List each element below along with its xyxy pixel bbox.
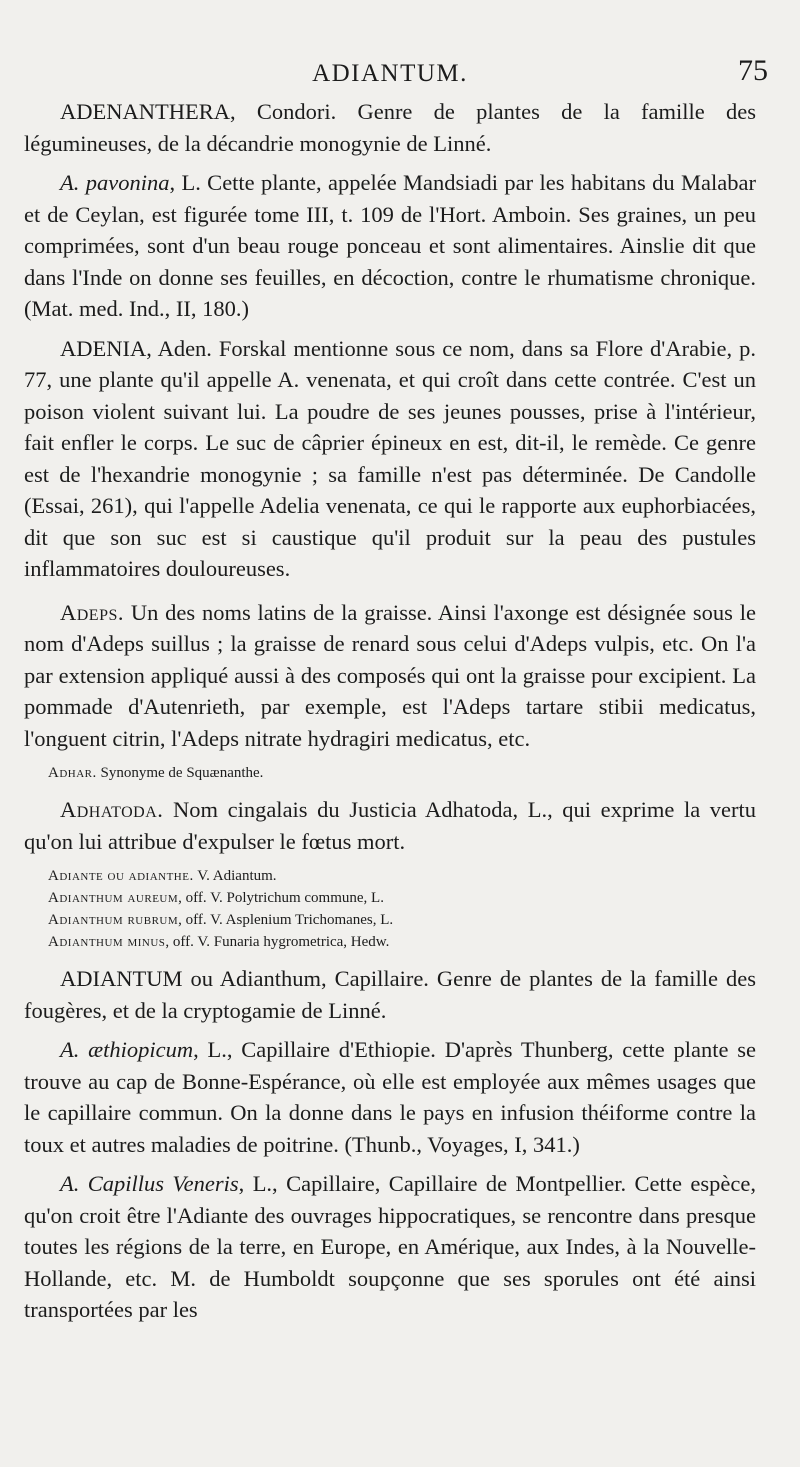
- entry-text: ou Adianthum, Capillaire. Genre de plantes de la famille des fougères, et de la cryptogamie de Linné.: [24, 966, 756, 1023]
- entry-head: ADIANTUM: [60, 966, 183, 991]
- entry-text: , Aden. Forskal mentionne sous ce nom, dans sa Flore d'Arabie, p. 77, une plante qu'il appelle A. venenata, et qui croît dans cette contrée. C'est un poison violent suivant lui. La poudre de ses jeunes pousses, prise à l'intérieur, fait enfler le corps. Le suc de câprier épineux en est, dit-il, le remède. Ce genre est de l'hexandrie monogynie ; sa famille n'est pas déterminée. De Candolle (Essai, 261), qui l'appelle Adelia venenata, ce qui le rapporte aux euphorbiacées, dit que son suc est si caustique qu'il produit sur la peau des pustules inflammatoires douloureuses.: [24, 335, 756, 581]
- entry-text: , off. V. Funaria hygrometrica, Hedw.: [165, 934, 390, 950]
- entry-adianthum-minus: [24, 931, 756, 953]
- entry-text: , Condori. Genre de plantes de la famille des légumineuses, de la décandrie monogynie de Linné.: [24, 99, 756, 156]
- entry-adiantum: [24, 963, 756, 1026]
- page-number: 75: [738, 54, 768, 87]
- entry-a-capillus-veneris: [24, 1168, 756, 1326]
- entry-text: , L., Capillaire, Capillaire de Montpellier. Cette espèce, qu'on croit être l'Adiante des ouvrages hippocratiques, se rencontre dans presque toutes les régions de la terre, en Europe, en Amérique, aux Indes, à la Nouvelle-Hollande, etc. M. de Humboldt soupçonne que ses sporules ont été ainsi transportées par les: [24, 1171, 756, 1322]
- entry-text: , off. V. Asplenium Trichomanes, L.: [178, 912, 394, 928]
- entry-head: Adianthum rubrum: [48, 912, 179, 928]
- entry-italic-lead: A. Capillus Veneris: [60, 1171, 239, 1196]
- entry-italic-lead: A. æthiopicum: [60, 1037, 194, 1062]
- running-head: [24, 52, 768, 96]
- entry-a-pavonina: [24, 167, 756, 325]
- entry-head: ADENANTHERA: [60, 99, 230, 124]
- entry-head: Adianthum minus: [48, 934, 166, 950]
- entry-adenanthera: [24, 96, 756, 159]
- entry-adenia: [24, 333, 756, 585]
- entry-italic-lead: A. pavonina: [60, 170, 170, 195]
- entry-adianthum-rubrum: [24, 909, 756, 931]
- entry-adiante: [24, 865, 756, 887]
- entry-text: , off. V. Polytrichum commune, L.: [178, 890, 384, 906]
- entry-text: V. Adiantum.: [193, 868, 277, 884]
- entry-head: Adhar.: [48, 765, 97, 781]
- entry-head: Adhatoda.: [60, 797, 164, 822]
- entry-head: ADENIA: [60, 335, 147, 361]
- entry-adhar: [24, 762, 756, 784]
- entry-adeps: [24, 597, 756, 755]
- entry-adhatoda: [24, 794, 756, 857]
- entry-text: , L. Cette plante, appelée Mandsiadi par les habitans du Malabar et de Ceylan, est figurée tome III, t. 109 de l'Hort. Amboin. Ses graines, un peu comprimées, sont d'un beau rouge ponceau et sont alimentaires. Ainslie dit que dans l'Inde on donne ses feuilles, en décoction, contre le rhumatisme chronique. (Mat. med. Ind., II, 180.): [24, 170, 756, 321]
- running-title: ADIANTUM.: [312, 60, 468, 87]
- entry-text: Synonyme de Squænanthe.: [96, 765, 264, 781]
- entry-adianthum-aureum: [24, 887, 756, 909]
- entry-head: Adianthum aureum: [48, 890, 179, 906]
- entry-text: , L., Capillaire d'Ethiopie. D'après Thunberg, cette plante se trouve au cap de Bonne-Espérance, où elle est employée aux mêmes usages que le capillaire commun. On la donne dans le pays en infusion théiforme contre la toux et autres maladies de poitrine. (Thunb., Voyages, I, 341.): [24, 1037, 756, 1157]
- entry-text: Nom cingalais du Justicia Adhatoda, L., qui exprime la vertu qu'on lui attribue d'expulser le fœtus mort.: [24, 797, 756, 854]
- entry-head: Adeps.: [60, 599, 124, 625]
- entry-head: Adiante ou adianthe.: [48, 868, 194, 884]
- entry-text: Un des noms latins de la graisse. Ainsi l'axonge est désignée sous le nom d'Adeps suillus ; la graisse de renard sous celui d'Adeps vulpis, etc. On l'a par extension appliqué aussi à des composés qui ont la graisse pour excipient. La pommade d'Autenrieth, par exemple, est l'Adeps tartare stibii medicatus, l'onguent citrin, l'Adeps nitrate hydragiri medicatus, etc.: [24, 599, 756, 751]
- entry-a-aethiopicum: [24, 1034, 756, 1160]
